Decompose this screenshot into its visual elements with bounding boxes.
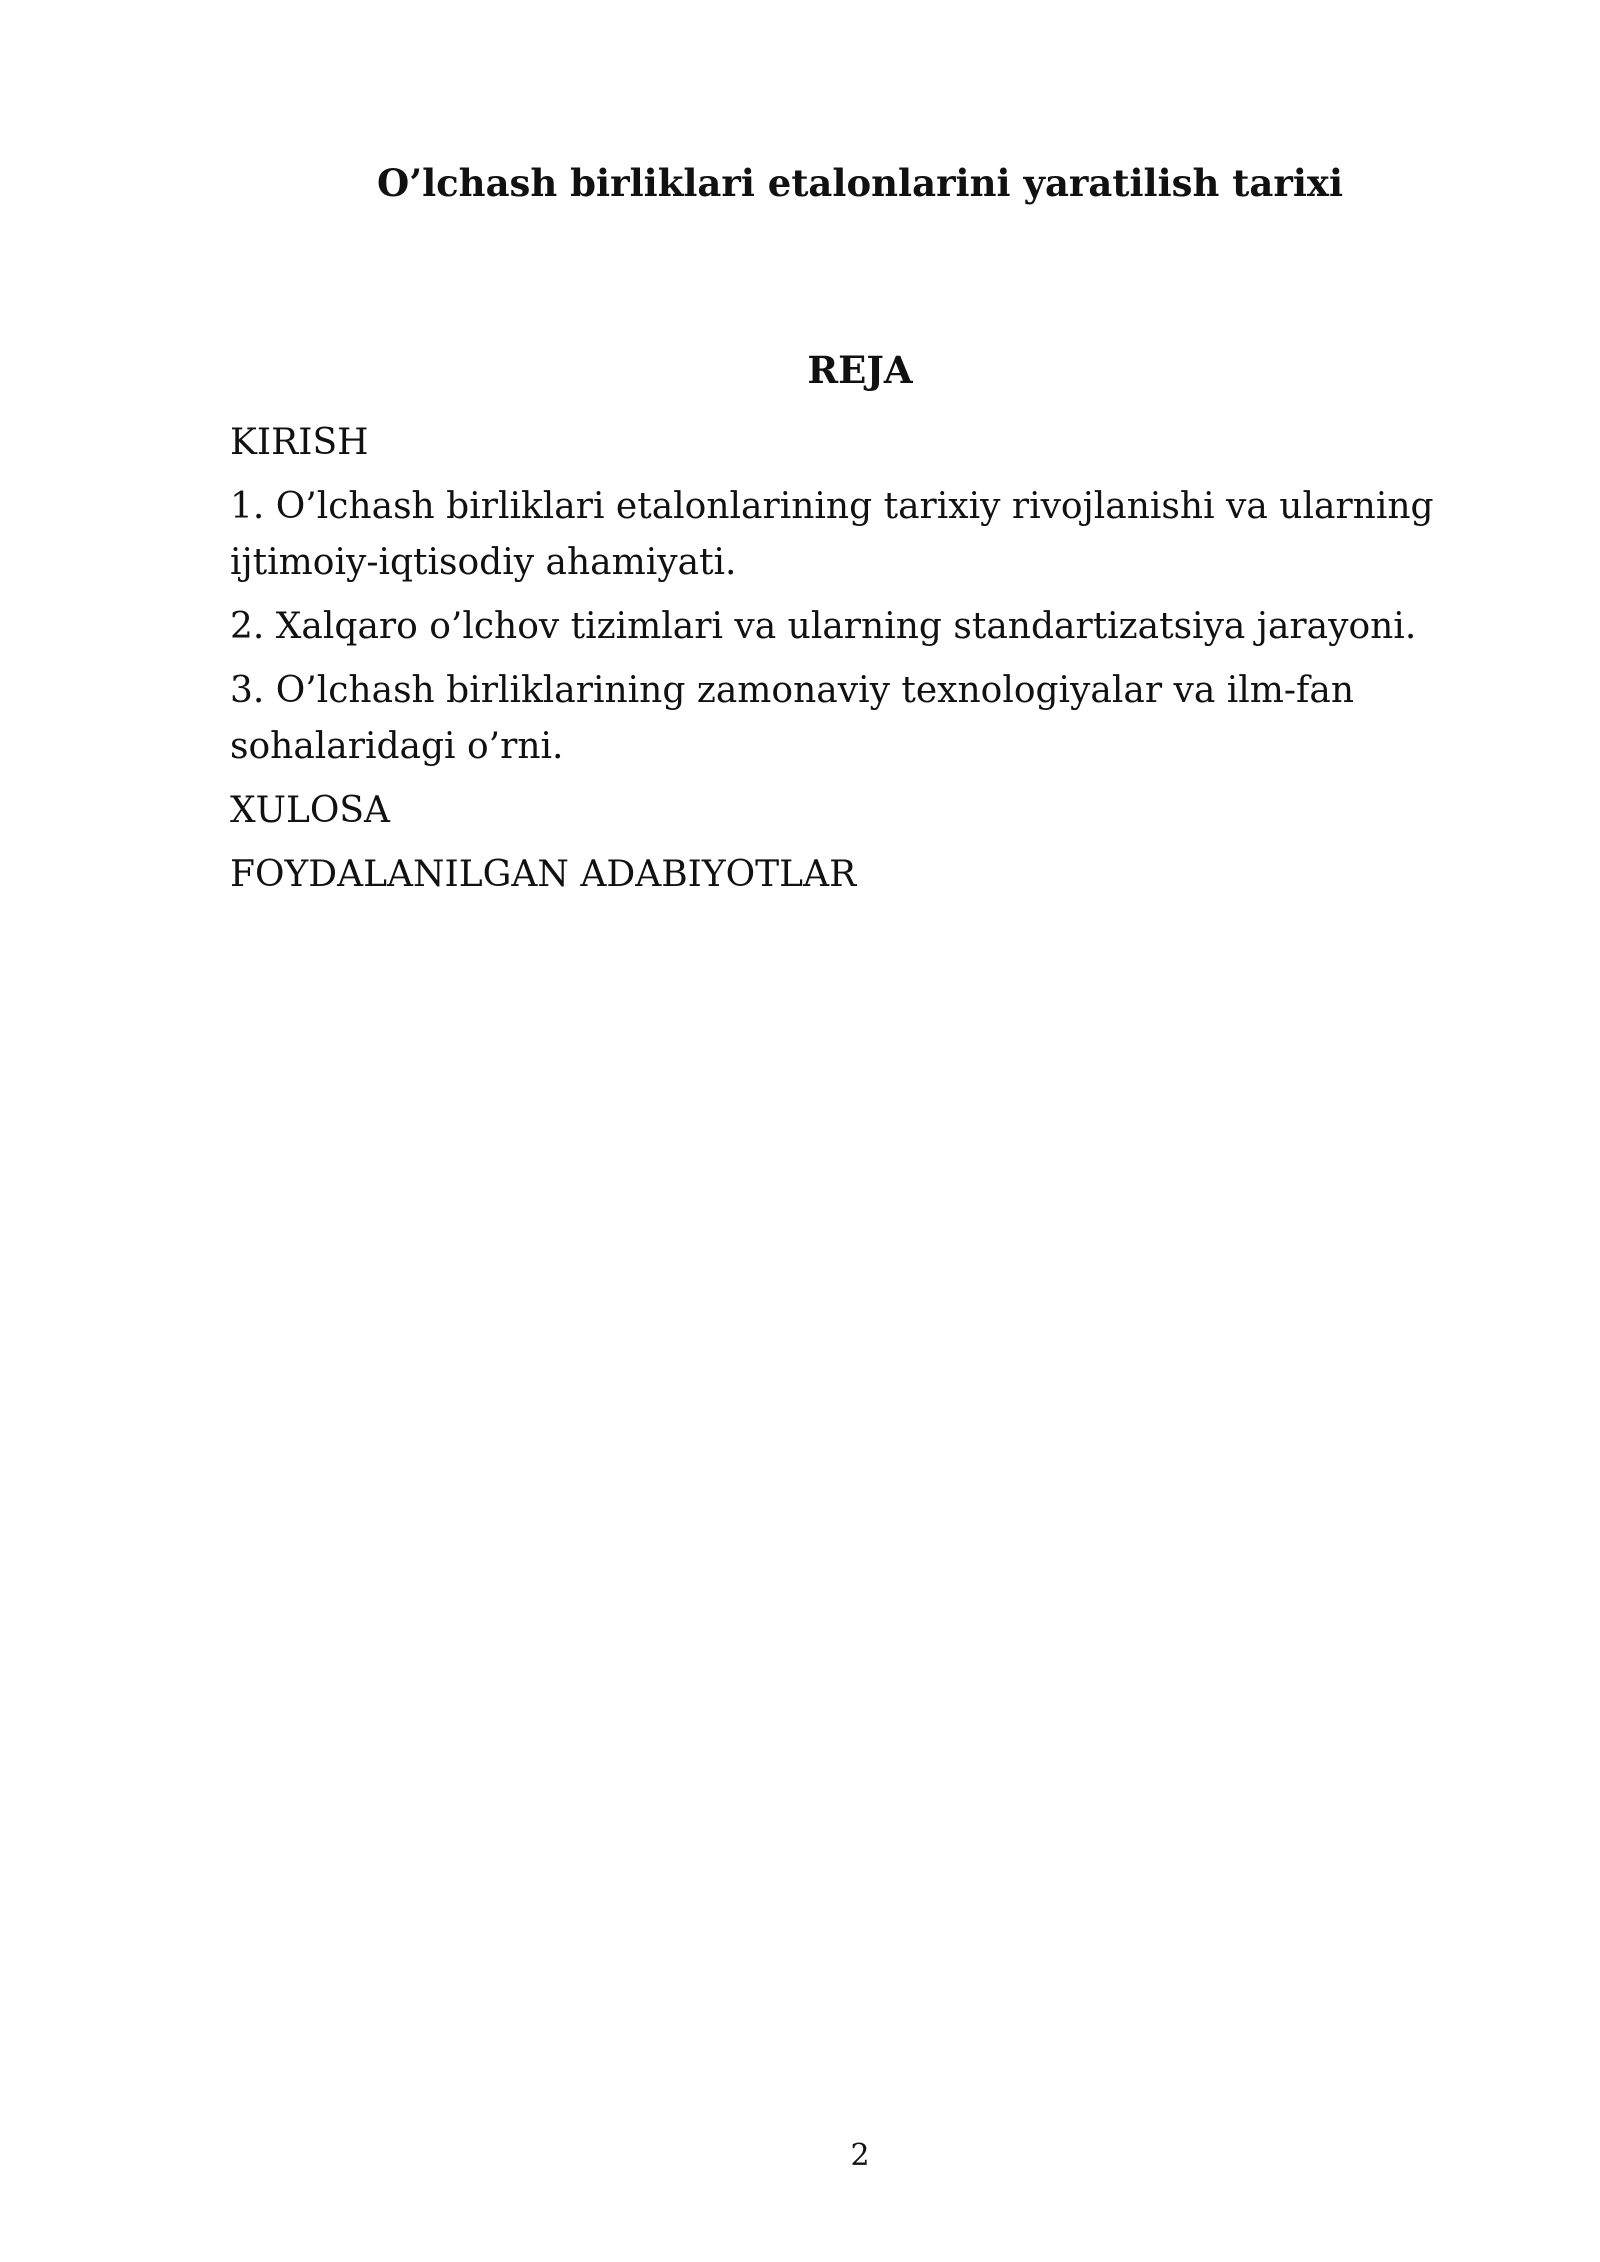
plan-item-introduction: KIRISH	[230, 422, 369, 463]
plan-list	[230, 415, 1480, 911]
plan-heading: REJA	[807, 348, 913, 392]
document-title: O’lchash birliklari etalonlarini yaratilish tarixi	[376, 161, 1343, 205]
page-number: 2	[850, 2138, 870, 2173]
plan-item-2: 2. Xalqaro o’lchov tizimlari va ularning standartizatsiya jarayoni.	[230, 606, 1417, 647]
plan-item-3: 3. O’lchash birliklarining zamonaviy texnologiyalar va ilm-fan sohalaridagi o’rni.	[230, 670, 1355, 767]
plan-item-1: 1. O’lchash birliklari etalonlarining tarixiy rivojlanishi va ularning ijtimoiy-iqtisodiy ahamiyati.	[230, 486, 1434, 583]
plan-item-references: FOYDALANILGAN ADABIYOTLAR	[230, 854, 857, 895]
plan-item-conclusion: XULOSA	[230, 790, 391, 831]
